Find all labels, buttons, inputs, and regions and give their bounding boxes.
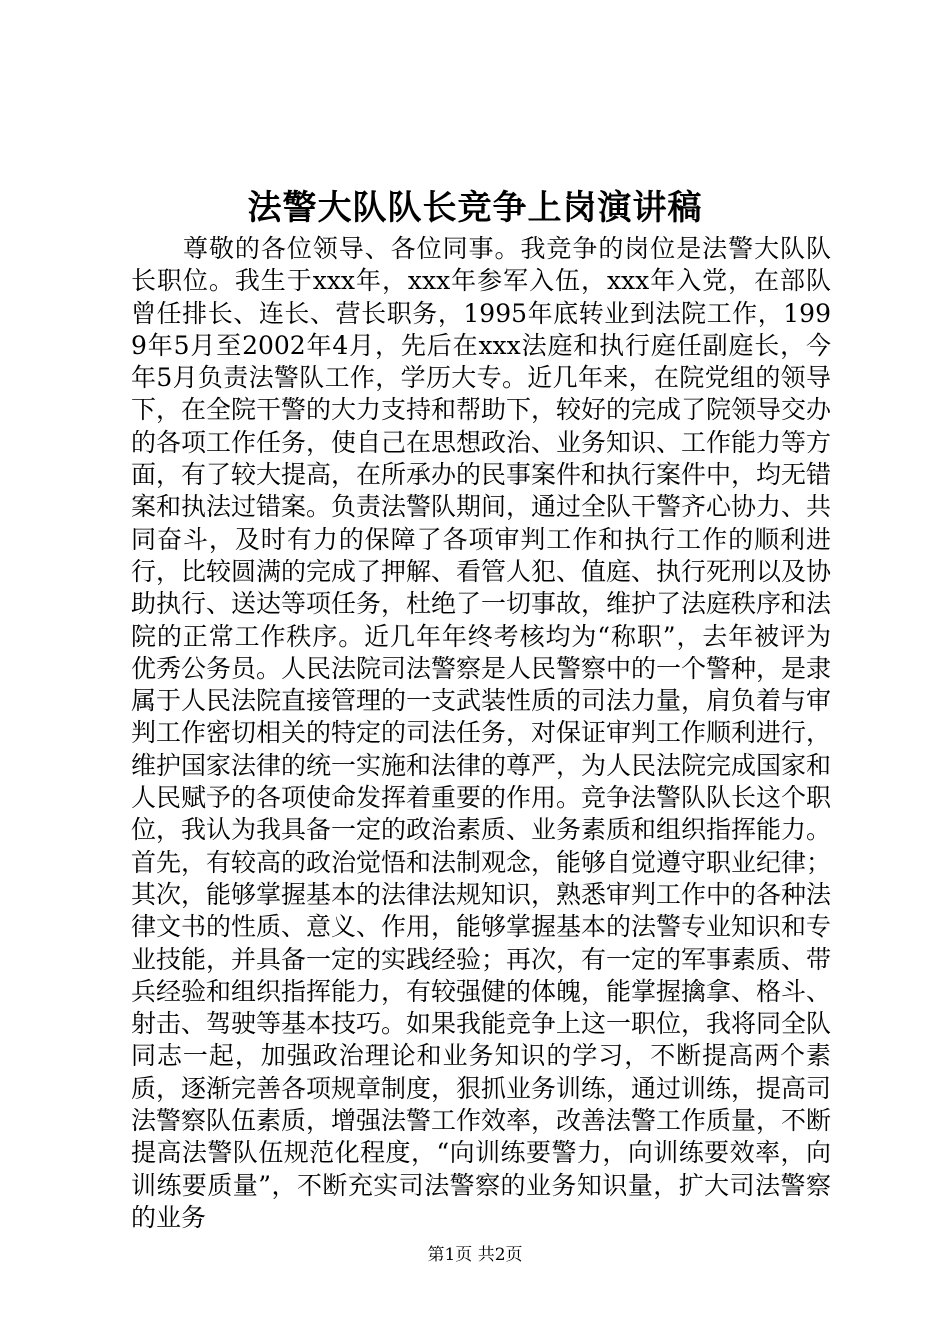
document-body: 尊敬的各位领导、各位同事。我竞争的岗位是法警大队队长职位。我生于xxx年，xxx年参军入伍，xxx年入党，在部队曾任排长、连长、营长职务，1995年底转业到法院工作，1999年5月至2002年4月，先后在xxx法庭和执行庭任副庭长，今年5月负责法警队工作，学历大专。近几年来，在院党组的领导下，在全院干警的大力支持和帮助下，较好的完成了院领导交办的各项工作任务，使自己在思想政治、业务知识、工作能力等方面，有了较大提高，在所承办的民事案件和执行案件中，均无错案和执法过错案。负责法警队期间，通过全队干警齐心协力、共同奋斗，及时有力的保障了各项审判工作和执行工作的顺利进行，比较圆满的完成了押解、看管人犯、值庭、执行死刑以及协助执行、送达等项任务，杜绝了一切事故，维护了法庭秩序和法院的正常工作秩序。近几年年终考核均为“称职”，去年被评为优秀公务员。人民法院司法警察是人民警察中的一个警种，是隶属于人民法院直接管理的一支武装性质的司法力量，肩负着与审判工作密切相关的特定的司法任务，对保证审判工作顺利进行，维护国家法律的统一实施和法律的尊严，为人民法院完成国家和人民赋予的各项使命发挥着重要的作用。竞争法警队队长这个职位，我认为我具备一定的政治素质、业务素质和组织指挥能力。首先，有较高的政治觉悟和法制观念，能够自觉遵守职业纪律；其次，能够掌握基本的法律法规知识，熟悉审判工作中的各种法律文书的性质、意义、作用，能够掌握基本的法警专业知识和专业技能，并具备一定的实践经验；再次，有一定的军事素质、带兵经验和组织指挥能力，有较强健的体魄，能掌握擒拿、格斗、射击、驾驶等基本技巧。如果我能竞争上这一职位，我将同全队同志一起，加强政治理论和业务知识的学习，不断提高两个素质，逐渐完善各项规章制度，狠抓业务训练，通过训练，提高司法警察队伍素质，增强法警工作效率，改善法警工作质量，不断提高法警队伍规范化程度，“向训练要警力，向训练要效率，向训练要质量”，不断充实司法警察的业务知识量，扩大司法警察的业务: [131, 234, 832, 1232]
page-indicator: 第1页 共2页: [427, 1245, 523, 1265]
document-title: 法警大队队长竞争上岗演讲稿: [247, 188, 703, 228]
